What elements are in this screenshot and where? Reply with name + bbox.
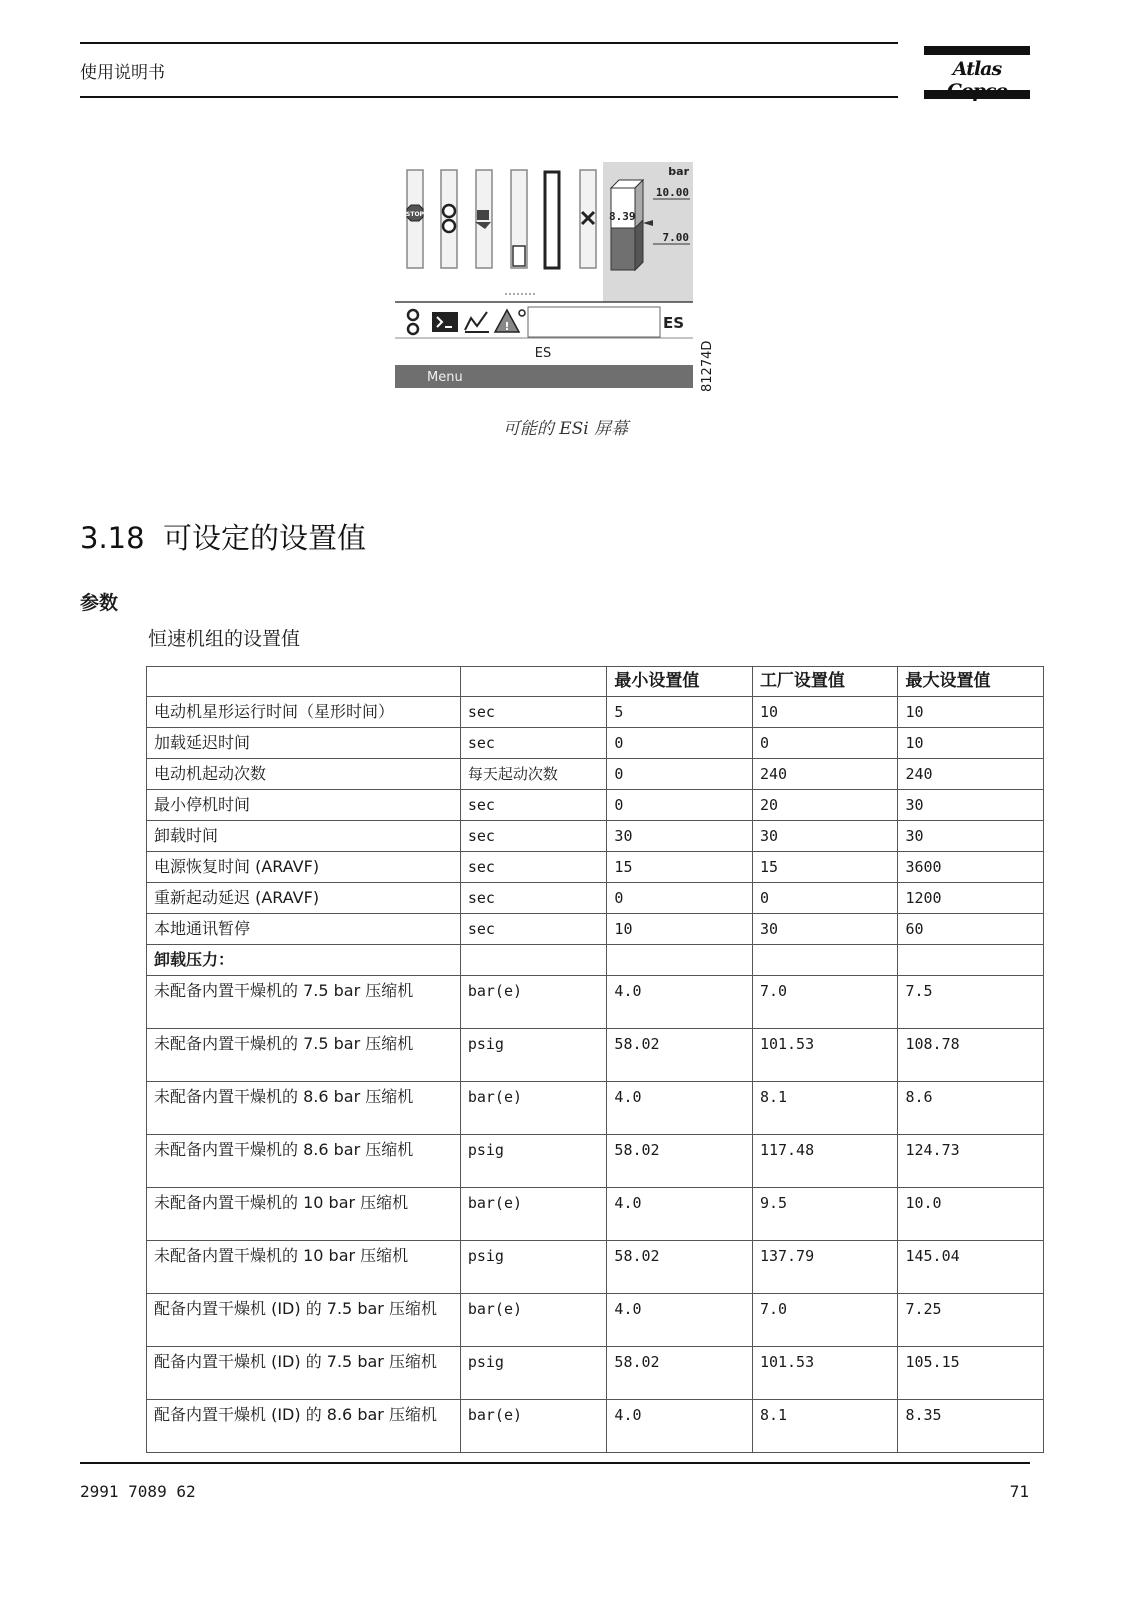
factory-value: 8.1: [752, 1082, 898, 1135]
max-value: 10.0: [898, 1188, 1044, 1241]
factory-value: 117.48: [752, 1135, 898, 1188]
parameter-unit: sec: [460, 883, 607, 914]
max-value: 3600: [898, 852, 1044, 883]
parameter-name: 未配备内置干燥机的 10 bar 压缩机: [147, 1241, 461, 1294]
min-value: 10: [607, 914, 753, 945]
min-value: 58.02: [607, 1347, 753, 1400]
parameter-name: 未配备内置干燥机的 10 bar 压缩机: [147, 1188, 461, 1241]
header-top-rule: [80, 42, 898, 44]
empty-cell: [898, 945, 1044, 976]
empty-cell: [460, 945, 607, 976]
min-value: 5: [607, 697, 753, 728]
factory-value: 8.1: [752, 1400, 898, 1453]
parameter-name: 配备内置干燥机 (ID) 的 8.6 bar 压缩机: [147, 1400, 461, 1453]
max-value: 124.73: [898, 1135, 1044, 1188]
section-title: 可设定的设置值: [163, 521, 367, 555]
section-heading: [80, 516, 366, 557]
factory-value: 101.53: [752, 1347, 898, 1400]
parameter-unit: bar(e): [460, 976, 607, 1029]
parameter-name: 未配备内置干燥机的 7.5 bar 压缩机: [147, 1029, 461, 1082]
parameter-name: 未配备内置干燥机的 7.5 bar 压缩机: [147, 976, 461, 1029]
table-row: [147, 1029, 1044, 1082]
max-value: 7.25: [898, 1294, 1044, 1347]
table-row: [147, 821, 1044, 852]
subheading: 参数: [80, 592, 119, 614]
menu-label[interactable]: Menu: [427, 370, 463, 385]
factory-value: 30: [752, 914, 898, 945]
table-row: [147, 883, 1044, 914]
parameter-name: 配备内置干燥机 (ID) 的 7.5 bar 压缩机: [147, 1347, 461, 1400]
parameter-unit: 每天起动次数: [460, 759, 607, 790]
max-value: 1200: [898, 883, 1044, 914]
parameter-unit: bar(e): [460, 1082, 607, 1135]
empty-cell: [607, 945, 753, 976]
table-row: [147, 759, 1044, 790]
header-cell: [460, 667, 607, 697]
table-row: [147, 914, 1044, 945]
table-row: [147, 1294, 1044, 1347]
parameter-unit: psig: [460, 1135, 607, 1188]
factory-value: 137.79: [752, 1241, 898, 1294]
section-number: 3.18: [80, 521, 145, 555]
upper-pressure-label: 10.00: [655, 186, 689, 199]
table-row: [147, 728, 1044, 759]
header-cell: [147, 667, 461, 697]
max-value: 8.35: [898, 1400, 1044, 1453]
table-row: [147, 1400, 1044, 1453]
factory-value: 9.5: [752, 1188, 898, 1241]
factory-value: 7.0: [752, 1294, 898, 1347]
figure-caption: 可能的 ESi 屏幕: [502, 419, 629, 439]
max-value: 240: [898, 759, 1044, 790]
factory-value: 101.53: [752, 1029, 898, 1082]
footer-rule: [80, 1462, 1030, 1464]
parameter-name: 未配备内置干燥机的 8.6 bar 压缩机: [147, 1082, 461, 1135]
factory-value: 0: [752, 883, 898, 914]
min-value: 58.02: [607, 1029, 753, 1082]
factory-value: 0: [752, 728, 898, 759]
parameter-unit: psig: [460, 1241, 607, 1294]
table-row: [147, 852, 1044, 883]
lower-pressure-label: 7.00: [662, 231, 689, 244]
current-pressure-label: 8.39: [609, 210, 636, 223]
group-label: 卸载压力：: [147, 945, 461, 976]
stop-icon: [406, 205, 425, 221]
parameter-name: 卸载时间: [147, 821, 461, 852]
min-value: 58.02: [607, 1135, 753, 1188]
document-number: 2991 7089 62: [80, 1482, 196, 1501]
factory-value: 10: [752, 697, 898, 728]
parameter-unit: psig: [460, 1347, 607, 1400]
parameter-name: 本地通讯暂停: [147, 914, 461, 945]
max-value: 108.78: [898, 1029, 1044, 1082]
min-value: 15: [607, 852, 753, 883]
max-value: 105.15: [898, 1347, 1044, 1400]
parameter-unit: sec: [460, 728, 607, 759]
parameter-name: 最小停机时间: [147, 790, 461, 821]
max-value: 7.5: [898, 976, 1044, 1029]
table-row: [147, 1347, 1044, 1400]
screen-label: ES: [534, 346, 552, 361]
parameter-name: 电源恢复时间 (ARAVF): [147, 852, 461, 883]
settings-table: [146, 666, 1044, 1453]
parameter-unit: bar(e): [460, 1400, 607, 1453]
min-value: 4.0: [607, 1082, 753, 1135]
table-header-row: [147, 667, 1044, 697]
min-value: 4.0: [607, 1400, 753, 1453]
max-value: 30: [898, 790, 1044, 821]
pressure-unit-label: bar: [668, 165, 689, 178]
header-cell-factory: 工厂设置值: [752, 667, 898, 697]
logo-text: Atlas: [952, 58, 1002, 80]
min-value: 0: [607, 728, 753, 759]
min-value: 4.0: [607, 976, 753, 1029]
terminal-icon: [432, 312, 458, 332]
min-value: 58.02: [607, 1241, 753, 1294]
parameter-name: 重新起动延迟 (ARAVF): [147, 883, 461, 914]
max-value: 60: [898, 914, 1044, 945]
parameter-name: 加载延迟时间: [147, 728, 461, 759]
max-value: 145.04: [898, 1241, 1044, 1294]
parameter-name: 电动机星形运行时间（星形时间）: [147, 697, 461, 728]
table-row: [147, 976, 1044, 1029]
min-value: 4.0: [607, 1294, 753, 1347]
max-value: 8.6: [898, 1082, 1044, 1135]
max-value: 10: [898, 697, 1044, 728]
max-value: 30: [898, 821, 1044, 852]
empty-cell: [752, 945, 898, 976]
group-row: [147, 945, 1044, 976]
min-value: 0: [607, 790, 753, 821]
parameter-name: 未配备内置干燥机的 8.6 bar 压缩机: [147, 1135, 461, 1188]
table-row: [147, 790, 1044, 821]
factory-value: 7.0: [752, 976, 898, 1029]
parameter-unit: sec: [460, 790, 607, 821]
table-row: [147, 1082, 1044, 1135]
min-value: 0: [607, 883, 753, 914]
factory-value: 15: [752, 852, 898, 883]
max-value: 10: [898, 728, 1044, 759]
intro-text: 恒速机组的设置值: [148, 628, 301, 650]
table-row: [147, 1188, 1044, 1241]
min-value: 30: [607, 821, 753, 852]
svg-text:!: !: [504, 320, 510, 333]
parameter-unit: sec: [460, 914, 607, 945]
parameter-unit: sec: [460, 821, 607, 852]
parameter-unit: sec: [460, 697, 607, 728]
table-row: [147, 697, 1044, 728]
table-row: [147, 1241, 1044, 1294]
parameter-unit: sec: [460, 852, 607, 883]
parameter-unit: bar(e): [460, 1294, 607, 1347]
level-bar: [545, 172, 559, 268]
factory-value: 30: [752, 821, 898, 852]
min-value: 4.0: [607, 1188, 753, 1241]
parameter-unit: psig: [460, 1029, 607, 1082]
table-row: [147, 1135, 1044, 1188]
header-bottom-rule: [80, 96, 898, 98]
stop-label: STOP: [406, 211, 424, 218]
min-value: 0: [607, 759, 753, 790]
page-number: 71: [1009, 1482, 1029, 1501]
company-logo: [924, 46, 1030, 100]
es-icon: [663, 314, 684, 332]
header-cell-min: 最小设置值: [607, 667, 753, 697]
controller-screen-figure: [395, 162, 693, 388]
factory-value: 240: [752, 759, 898, 790]
document-title: 使用说明书: [80, 63, 165, 83]
header-cell-max: 最大设置值: [898, 667, 1044, 697]
parameter-name: 配备内置干燥机 (ID) 的 7.5 bar 压缩机: [147, 1294, 461, 1347]
es-icon-label: ES: [663, 314, 685, 332]
parameter-name: 电动机起动次数: [147, 759, 461, 790]
factory-value: 20: [752, 790, 898, 821]
parameter-unit: bar(e): [460, 1188, 607, 1241]
